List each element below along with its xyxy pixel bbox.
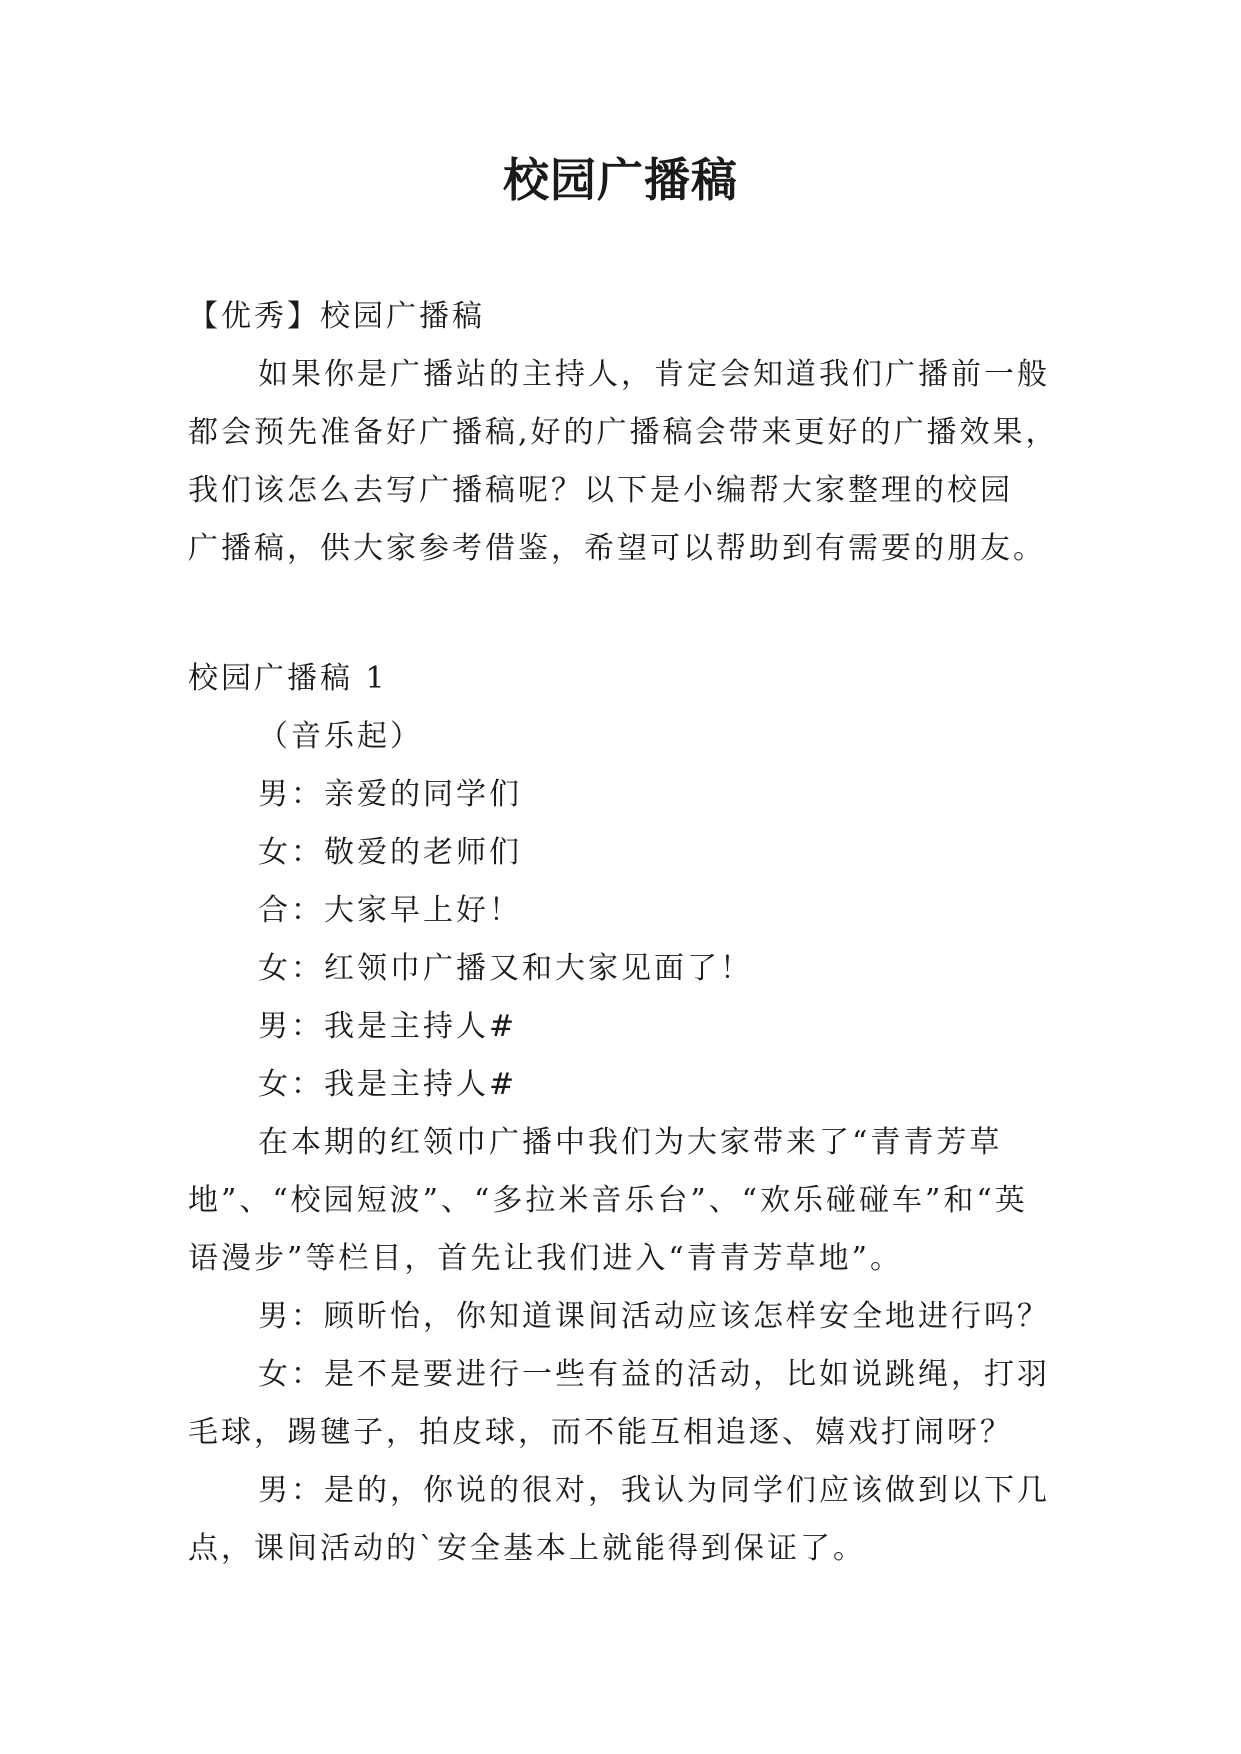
script-line: 女：我是主持人# bbox=[258, 1067, 518, 1102]
script-line: 合：大家早上好！ bbox=[258, 893, 522, 928]
script-line: 女：红领巾广播又和大家见面了！ bbox=[258, 951, 753, 986]
intro-line: 如果你是广播站的主持人，肯定会知道我们广播前一般 bbox=[258, 357, 1050, 392]
paragraph-line: 地”、“校园短波”、“多拉米音乐台”、“欢乐碰碰车”和“英 bbox=[188, 1183, 1028, 1218]
paragraph-line: 点，课间活动的`安全基本上就能得到保证了。 bbox=[188, 1531, 866, 1566]
paragraph-line: 毛球，踢毽子，拍皮球，而不能互相追逐、嬉戏打闹呀？ bbox=[188, 1415, 1013, 1450]
intro-line: 广播稿，供大家参考借鉴，希望可以帮助到有需要的朋友。 bbox=[188, 531, 1046, 566]
script-line: 男：我是主持人# bbox=[258, 1009, 518, 1044]
paragraph-line: 语漫步”等栏目，首先让我们进入“青青芳草地”。 bbox=[188, 1241, 904, 1276]
paragraph-line: 女：是不是要进行一些有益的活动，比如说跳绳，打羽 bbox=[258, 1357, 1050, 1392]
intro-line: 都会预先准备好广播稿,好的广播稿会带来更好的广播效果， bbox=[188, 415, 1059, 450]
script-line: 男：亲爱的同学们 bbox=[258, 777, 522, 812]
section-spacer bbox=[188, 578, 1058, 650]
subtitle: 【优秀】校园广播稿 bbox=[188, 299, 485, 334]
script-line: （音乐起） bbox=[258, 719, 423, 754]
document-body bbox=[188, 288, 1058, 1578]
section-heading: 校园广播稿 1 bbox=[188, 661, 388, 696]
script-line: 女：敬爱的老师们 bbox=[258, 835, 522, 870]
paragraph-line: 男：是的，你说的很对，我认为同学们应该做到以下几 bbox=[258, 1473, 1050, 1508]
document-title: 校园广播稿 bbox=[503, 153, 738, 207]
dialogue-line: 男：顾昕怡，你知道课间活动应该怎样安全地进行吗？ bbox=[258, 1299, 1050, 1334]
paragraph-line: 在本期的红领巾广播中我们为大家带来了“青青芳草 bbox=[258, 1125, 1003, 1160]
intro-line: 我们该怎么去写广播稿呢？以下是小编帮大家整理的校园 bbox=[188, 473, 1013, 508]
